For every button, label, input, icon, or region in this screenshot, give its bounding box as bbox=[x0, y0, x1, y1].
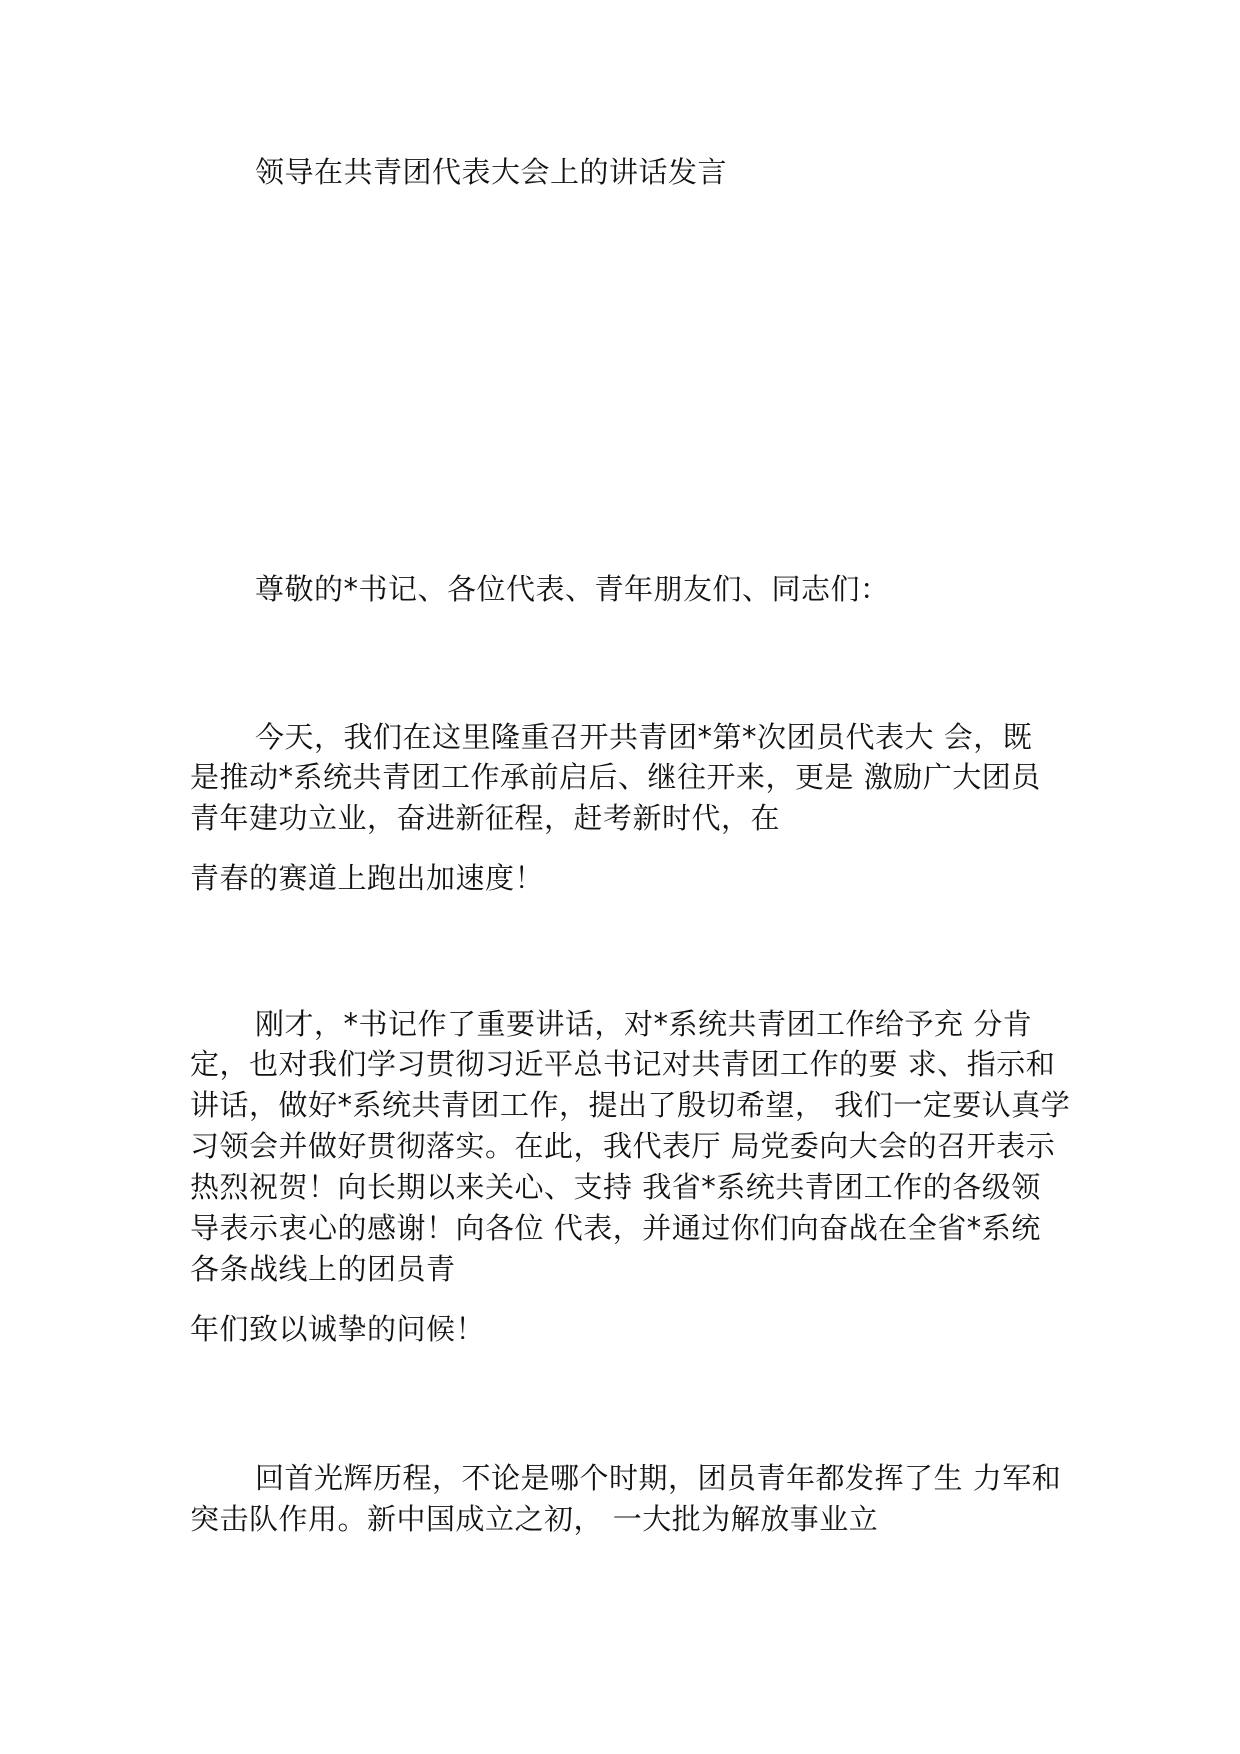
paragraph-2-line-4: 习领会并做好贯彻落实。在此，我代表厅 局党委向大会的召开表示 bbox=[190, 1129, 1056, 1163]
paragraph-2-line-1: 刚才，*书记作了重要讲话，对*系统共青团工作给予充 分肯 bbox=[255, 1007, 1033, 1041]
paragraph-3-line-1: 回首光辉历程，不论是哪个时期，团员青年都发挥了生 力军和 bbox=[255, 1461, 1062, 1495]
paragraph-2-line-5: 热烈祝贺！向长期以来关心、支持 我省*系统共青团工作的各级领 bbox=[190, 1170, 1041, 1204]
paragraph-1-line-3: 青年建功立业，奋进新征程，赶考新时代，在 bbox=[190, 801, 781, 835]
paragraph-1-line-4: 青春的赛道上跑出加速度！ bbox=[190, 861, 545, 895]
paragraph-3-line-2: 突击队作用。新中国成立之初， 一大批为解放事业立 bbox=[190, 1502, 879, 1536]
paragraph-2-line-3: 讲话，做好*系统共青团工作，提出了殷切希望， 我们一定要认真学 bbox=[190, 1088, 1071, 1122]
paragraph-1-line-1: 今天，我们在这里隆重召开共青团*第*次团员代表大 会，既 bbox=[255, 720, 1033, 754]
salutation: 尊敬的*书记、各位代表、青年朋友们、同志们： bbox=[255, 572, 890, 606]
paragraph-2-line-2: 定，也对我们学习贯彻习近平总书记对共青团工作的要 求、指示和 bbox=[190, 1047, 1056, 1081]
paragraph-1-line-2: 是推动*系统共青团工作承前启后、继往开来，更是 激励广大团员 bbox=[190, 760, 1041, 794]
paragraph-2-line-6: 导表示衷心的感谢！向各位 代表，并通过你们向奋战在全省*系统 bbox=[190, 1211, 1041, 1245]
paragraph-2-line-7: 各条战线上的团员青 bbox=[190, 1252, 456, 1286]
paragraph-2-line-8: 年们致以诚挚的问候！ bbox=[190, 1312, 486, 1346]
document-title: 领导在共青团代表大会上的讲话发言 bbox=[255, 155, 728, 189]
